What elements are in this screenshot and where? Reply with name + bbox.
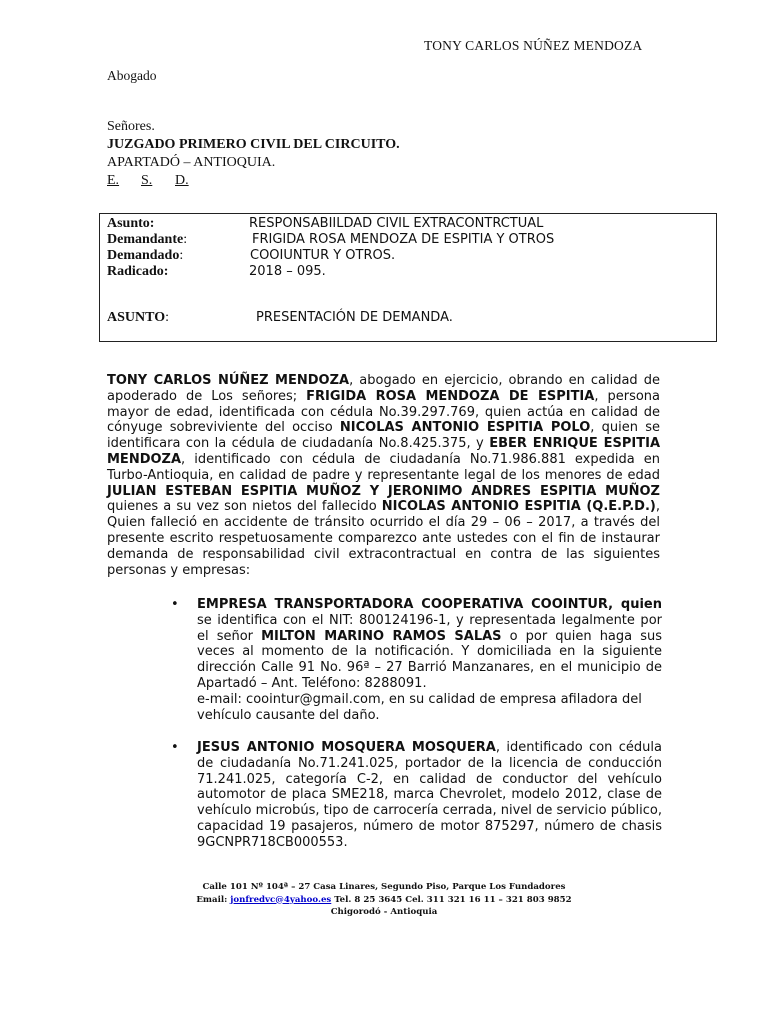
- esd-e: E.: [107, 173, 120, 188]
- bullet-icon: •: [171, 597, 179, 612]
- footer-email-link[interactable]: jonfredvc@4yahoo.es: [230, 894, 332, 905]
- asunto-value: RESPONSABIILDAD CIVIL EXTRACONTRCTUAL: [249, 216, 544, 231]
- asunto-label: Asunto:: [107, 216, 155, 231]
- asunto2-value: PRESENTACIÓN DE DEMANDA.: [256, 310, 453, 325]
- defendant-1-text: EMPRESA TRANSPORTADORA COOPERATIVA COOINTUR, quien se identifica con el NIT: 800124196-1, y representada legalmente por el señor MILTON MARINO RAMOS SALAS o por quien haga sus veces al momento de la notificación. Y domiciliada en la siguiente dirección Calle 91 No. 96ª – 27 Barrió Manzanares, en el municipio de Apartadó – Ant. Teléfono: 8288091.: [197, 597, 662, 691]
- esd-s: S.: [141, 173, 153, 188]
- footer-contact: Email: jonfredvc@4yahoo.es Tel. 8 25 3645 Cel. 311 321 16 11 – 321 803 9852: [196, 894, 572, 905]
- court-city: APARTADÓ – ANTIOQUIA.: [107, 155, 276, 170]
- demandado-label: Demandado:: [107, 248, 184, 263]
- defendant-1-email: e-mail: coointur@gmail.com, en su calidad de empresa afiladora del vehículo causante del daño.: [197, 691, 642, 723]
- header-title: Abogado: [107, 68, 157, 83]
- footer-city: Chigorodó - Antioquia: [330, 907, 438, 917]
- demandante-label: Demandante:: [107, 232, 188, 247]
- court-name: JUZGADO PRIMERO CIVIL DEL CIRCUITO.: [107, 137, 400, 152]
- footer-address: Calle 101 Nº 104ª – 27 Casa Linares, Segundo Piso, Parque Los Fundadores: [202, 882, 566, 892]
- demandado-value: COOIUNTUR Y OTROS.: [250, 248, 396, 263]
- esd-d: D.: [175, 173, 189, 188]
- radicado-value: 2018 – 095.: [249, 264, 326, 279]
- defendant-item-2: [172, 740, 662, 851]
- defendant-2-text: JESUS ANTONIO MOSQUERA MOSQUERA, identificado con cédula de ciudadanía No.71.241.025, portador de la licencia de conducción 71.241.025, categoría C-2, en calidad de conductor del vehículo automotor de placa SME218, marca Chevrolet, modelo 2012, clase de vehículo microbús, tipo de carrocería cerrada, nivel de servicio público, capacidad 19 pasajeros, número de motor 875297, número de chasis 9GCNPR718CB000553.: [197, 740, 662, 850]
- salutation: Señores.: [107, 119, 155, 134]
- defendant-item-1: [172, 597, 662, 723]
- addressee-block: [107, 118, 400, 190]
- body-paragraph: TONY CARLOS NÚÑEZ MENDOZA, abogado en ejercicio, obrando en calidad de apoderado de Los señores; FRIGIDA ROSA MENDOZA DE ESPITIA, persona mayor de edad, identificada con cédula No.39.297.769, quien actúa en calidad de cónyuge sobreviviente del occiso NICOLAS ANTONIO ESPITIA POLO, quien se identificara con la cédula de ciudadanía No.8.425.375, y EBER ENRIQUE ESPITIA MENDOZA, identificado con cédula de ciudadanía No.71.986.881 expedida en Turbo-Antioquia, en calidad de padre y representante legal de los menores de edad JULIAN ESTEBAN ESPITIA MUÑOZ Y JERONIMO ANDRES ESPITIA MUÑOZ quienes a su vez son nietos del fallecido NICOLAS ANTONIO ESPITIA (Q.E.P.D.), Quien falleció en accidente de tránsito ocurrido el día 29 – 06 – 2017, a través del presente escrito respetuosamente comparezco ante ustedes con el fin de instaurar demanda de responsabilidad civil extracontractual en contra de las siguientes personas y empresas:: [107, 373, 661, 578]
- asunto2-label: ASUNTO:: [107, 310, 169, 325]
- bullet-icon: •: [171, 740, 179, 755]
- header-author-name: TONY CARLOS NÚÑEZ MENDOZA: [424, 38, 643, 53]
- case-info-box: [99, 213, 717, 342]
- esd-line: [107, 172, 400, 190]
- radicado-label: Radicado:: [107, 264, 169, 279]
- demandante-value: FRIGIDA ROSA MENDOZA DE ESPITIA Y OTROS: [252, 232, 555, 247]
- footer: [0, 881, 768, 919]
